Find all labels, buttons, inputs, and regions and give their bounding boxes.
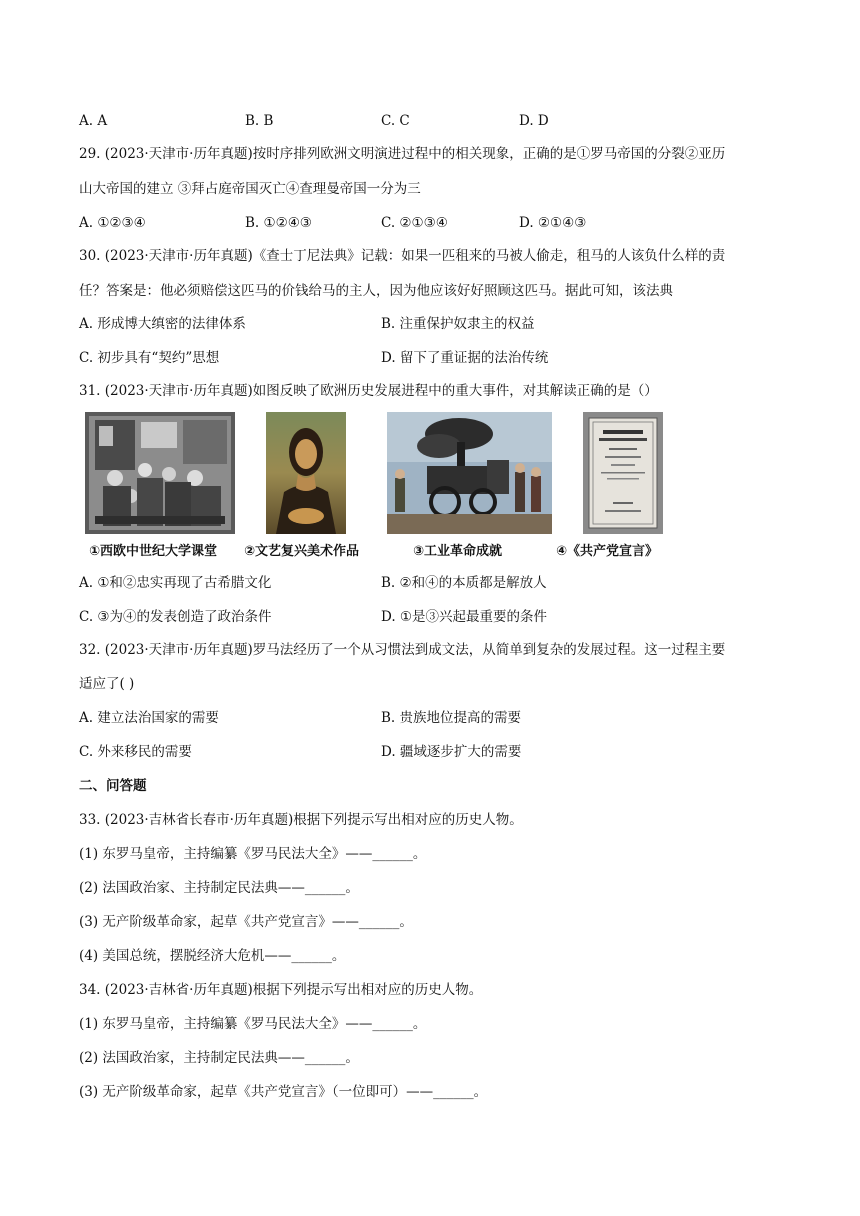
- q34-stem: 34. (2023·吉林省·历年真题)根据下列提示写出相对应的历史人物。: [79, 982, 483, 998]
- q28-option-d: D. D: [519, 113, 549, 129]
- q28-option-b: B. B: [245, 113, 274, 129]
- q30-stem-line2: 任？答案是：他必须赔偿这匹马的价钱给马的主人，因为他应该好好照顾这匹马。据此可知，该法典: [79, 283, 673, 299]
- q29-option-c: C. ②①③④: [381, 215, 448, 231]
- q29-stem-line2: 山大帝国的建立 ③拜占庭帝国灭亡④查理曼帝国一分为三: [79, 181, 421, 197]
- q33-item-3: (3) 无产阶级革命家，起草《共产党宣言》——______。: [79, 914, 413, 930]
- caption-3: ③工业革命成就: [413, 544, 503, 559]
- q31-option-b: B. ②和④的本质都是解放人: [381, 575, 547, 591]
- q33-item-2: (2) 法国政治家、主持制定民法典——______。: [79, 880, 359, 896]
- q30-option-c: C. 初步具有“契约”思想: [79, 350, 220, 366]
- q33-stem: 33. (2023·吉林省长春市·历年真题)根据下列提示写出相对应的历史人物。: [79, 812, 523, 828]
- q33-item-1: (1) 东罗马皇帝，主持编纂《罗马民法大全》——______。: [79, 846, 427, 862]
- q28-option-a: A. A: [79, 113, 108, 129]
- q32-option-a: A. 建立法治国家的需要: [79, 710, 219, 726]
- q30-stem-line1: 30. (2023·天津市·历年真题)《查士丁尼法典》记载：如果一匹租来的马被人偷走，租马的人该负什么样的责: [79, 248, 726, 264]
- q31-stem: 31. (2023·天津市·历年真题)如图反映了欧洲历史发展进程中的重大事件，对其解读正确的是（）: [79, 383, 658, 399]
- caption-4: ④《共产党宣言》: [556, 544, 659, 559]
- q30-option-a: A. 形成博大缜密的法律体系: [79, 316, 246, 332]
- caption-1: ①西欧中世纪大学课堂: [89, 544, 218, 559]
- q30-option-b: B. 注重保护奴隶主的权益: [381, 316, 535, 332]
- q29-option-a: A. ①②③④: [79, 215, 146, 231]
- q29-option-b: B. ①②④③: [245, 215, 312, 231]
- q28-option-c: C. C: [381, 113, 410, 129]
- q32-option-c: C. 外来移民的需要: [79, 744, 192, 760]
- q29-option-d: D. ②①④③: [519, 215, 587, 231]
- q32-option-d: D. 疆域逐步扩大的需要: [381, 744, 522, 760]
- q31-option-d: D. ①是③兴起最重要的条件: [381, 609, 548, 625]
- q34-item-2: (2) 法国政治家，主持制定民法典——______。: [79, 1050, 359, 1066]
- q32-stem-line1: 32. (2023·天津市·历年真题)罗马法经历了一个从习惯法到成文法，从简单到复杂的发展过程。这一过程主要: [79, 642, 726, 658]
- q34-item-1: (1) 东罗马皇帝，主持编纂《罗马民法大全》——______。: [79, 1016, 427, 1032]
- q34-item-3: (3) 无产阶级革命家，起草《共产党宣言》（一位即可）——______。: [79, 1084, 488, 1100]
- q32-stem-line2: 适应了( ): [79, 676, 135, 692]
- q32-option-b: B. 贵族地位提高的需要: [381, 710, 522, 726]
- section-title: 二、问答题: [79, 778, 147, 794]
- renaissance-painting-image: [266, 412, 346, 534]
- university-classroom-image: [85, 412, 235, 534]
- caption-2: ②文艺复兴美术作品: [244, 544, 360, 559]
- q31-option-a: A. ①和②忠实再现了古希腊文化: [79, 575, 272, 591]
- q29-stem-line1: 29. (2023·天津市·历年真题)按时序排列欧洲文明演进过程中的相关现象，正确的是①罗马帝国的分裂②亚历: [79, 146, 726, 162]
- q30-option-d: D. 留下了重证据的法治传统: [381, 350, 549, 366]
- q31-option-c: C. ③为④的发表创造了政治条件: [79, 609, 272, 625]
- manifesto-cover-image: [583, 412, 663, 534]
- q33-item-4: (4) 美国总统，摆脱经济大危机——______。: [79, 948, 346, 964]
- industrial-revolution-image: [387, 412, 552, 534]
